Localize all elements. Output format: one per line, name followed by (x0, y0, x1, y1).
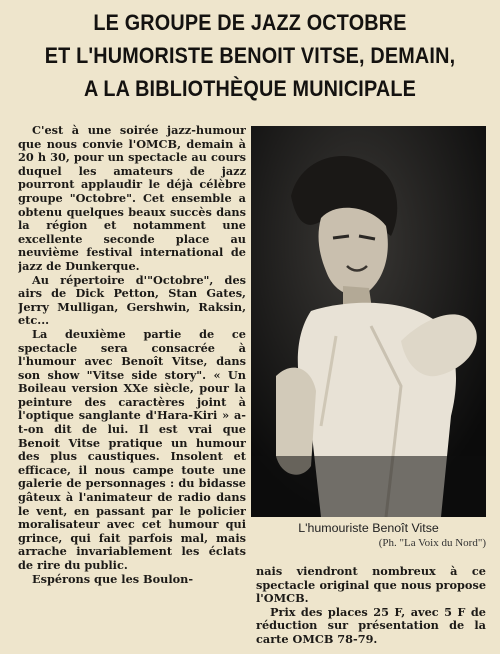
headline-line-1: LE GROUPE DE JAZZ OCTOBRE (93, 10, 407, 35)
photo-credit: (Ph. "La Voix du Nord") (378, 537, 486, 549)
article-paragraph: Espérons que les Boulon- (32, 571, 194, 586)
article-paragraph: C'est à une soirée jazz-humour que nous convie l'OMCB, demain à 20 h 30, pour un spectacle au cours duquel les amateurs de jazz pourront applaudir le déjà célèbre groupe "Octobre". Cet ensemble a obtenu quelques beaux succès dans la région et notamment une excellente seconde place au neuvième festival international de jazz de Dunkerque. (18, 124, 246, 273)
article-right-column (256, 565, 486, 654)
article-paragraph: Au répertoire d'"Octobre", des airs de Dick Petton, Stan Gates, Jerry Mulligan, Gershwin, Raksin, etc... (18, 272, 246, 328)
portrait-photo (251, 126, 486, 517)
portrait-illustration (251, 126, 486, 517)
headline-line-3: A LA BIBLIOTHÈQUE MUNICIPALE (83, 76, 417, 101)
headline-line-2: ET L'HUMORISTE BENOIT VITSE, DEMAIN, (44, 43, 456, 68)
article-left-column (18, 124, 246, 654)
article-paragraph: Prix des places 25 F, avec 5 F de réduction sur présentation de la carte OMCB 78-79. (256, 604, 486, 646)
headline (38, 6, 463, 105)
article-paragraph: La deuxième partie de ce spectacle sera consacrée à l'humour avec Benoît Vitse, dans son show "Vitse side story". « Un Boileau version XXe siècle, pour la peinture des caractères joint à l'optique sanglante d'Hara-Kiri » a-t-on dit de lui. Il est vrai que Benoit Vitse pratique un humour des plus caustiques. Insolent et efficace, il nous campe toute une galerie de personnages : du bidasse gâteux à l'animateur de radio dans le vent, en passant par le policier moralisateur avec cet humour qui grince, qui fait parfois mal, mais arrache invariablement les éclats de rire du public. (18, 326, 246, 572)
article-paragraph: nais viendront nombreux à ce spectacle original que nous propose l'OMCB. (256, 565, 486, 606)
photo-caption: L'humouriste Benoît Vitse (298, 521, 439, 535)
